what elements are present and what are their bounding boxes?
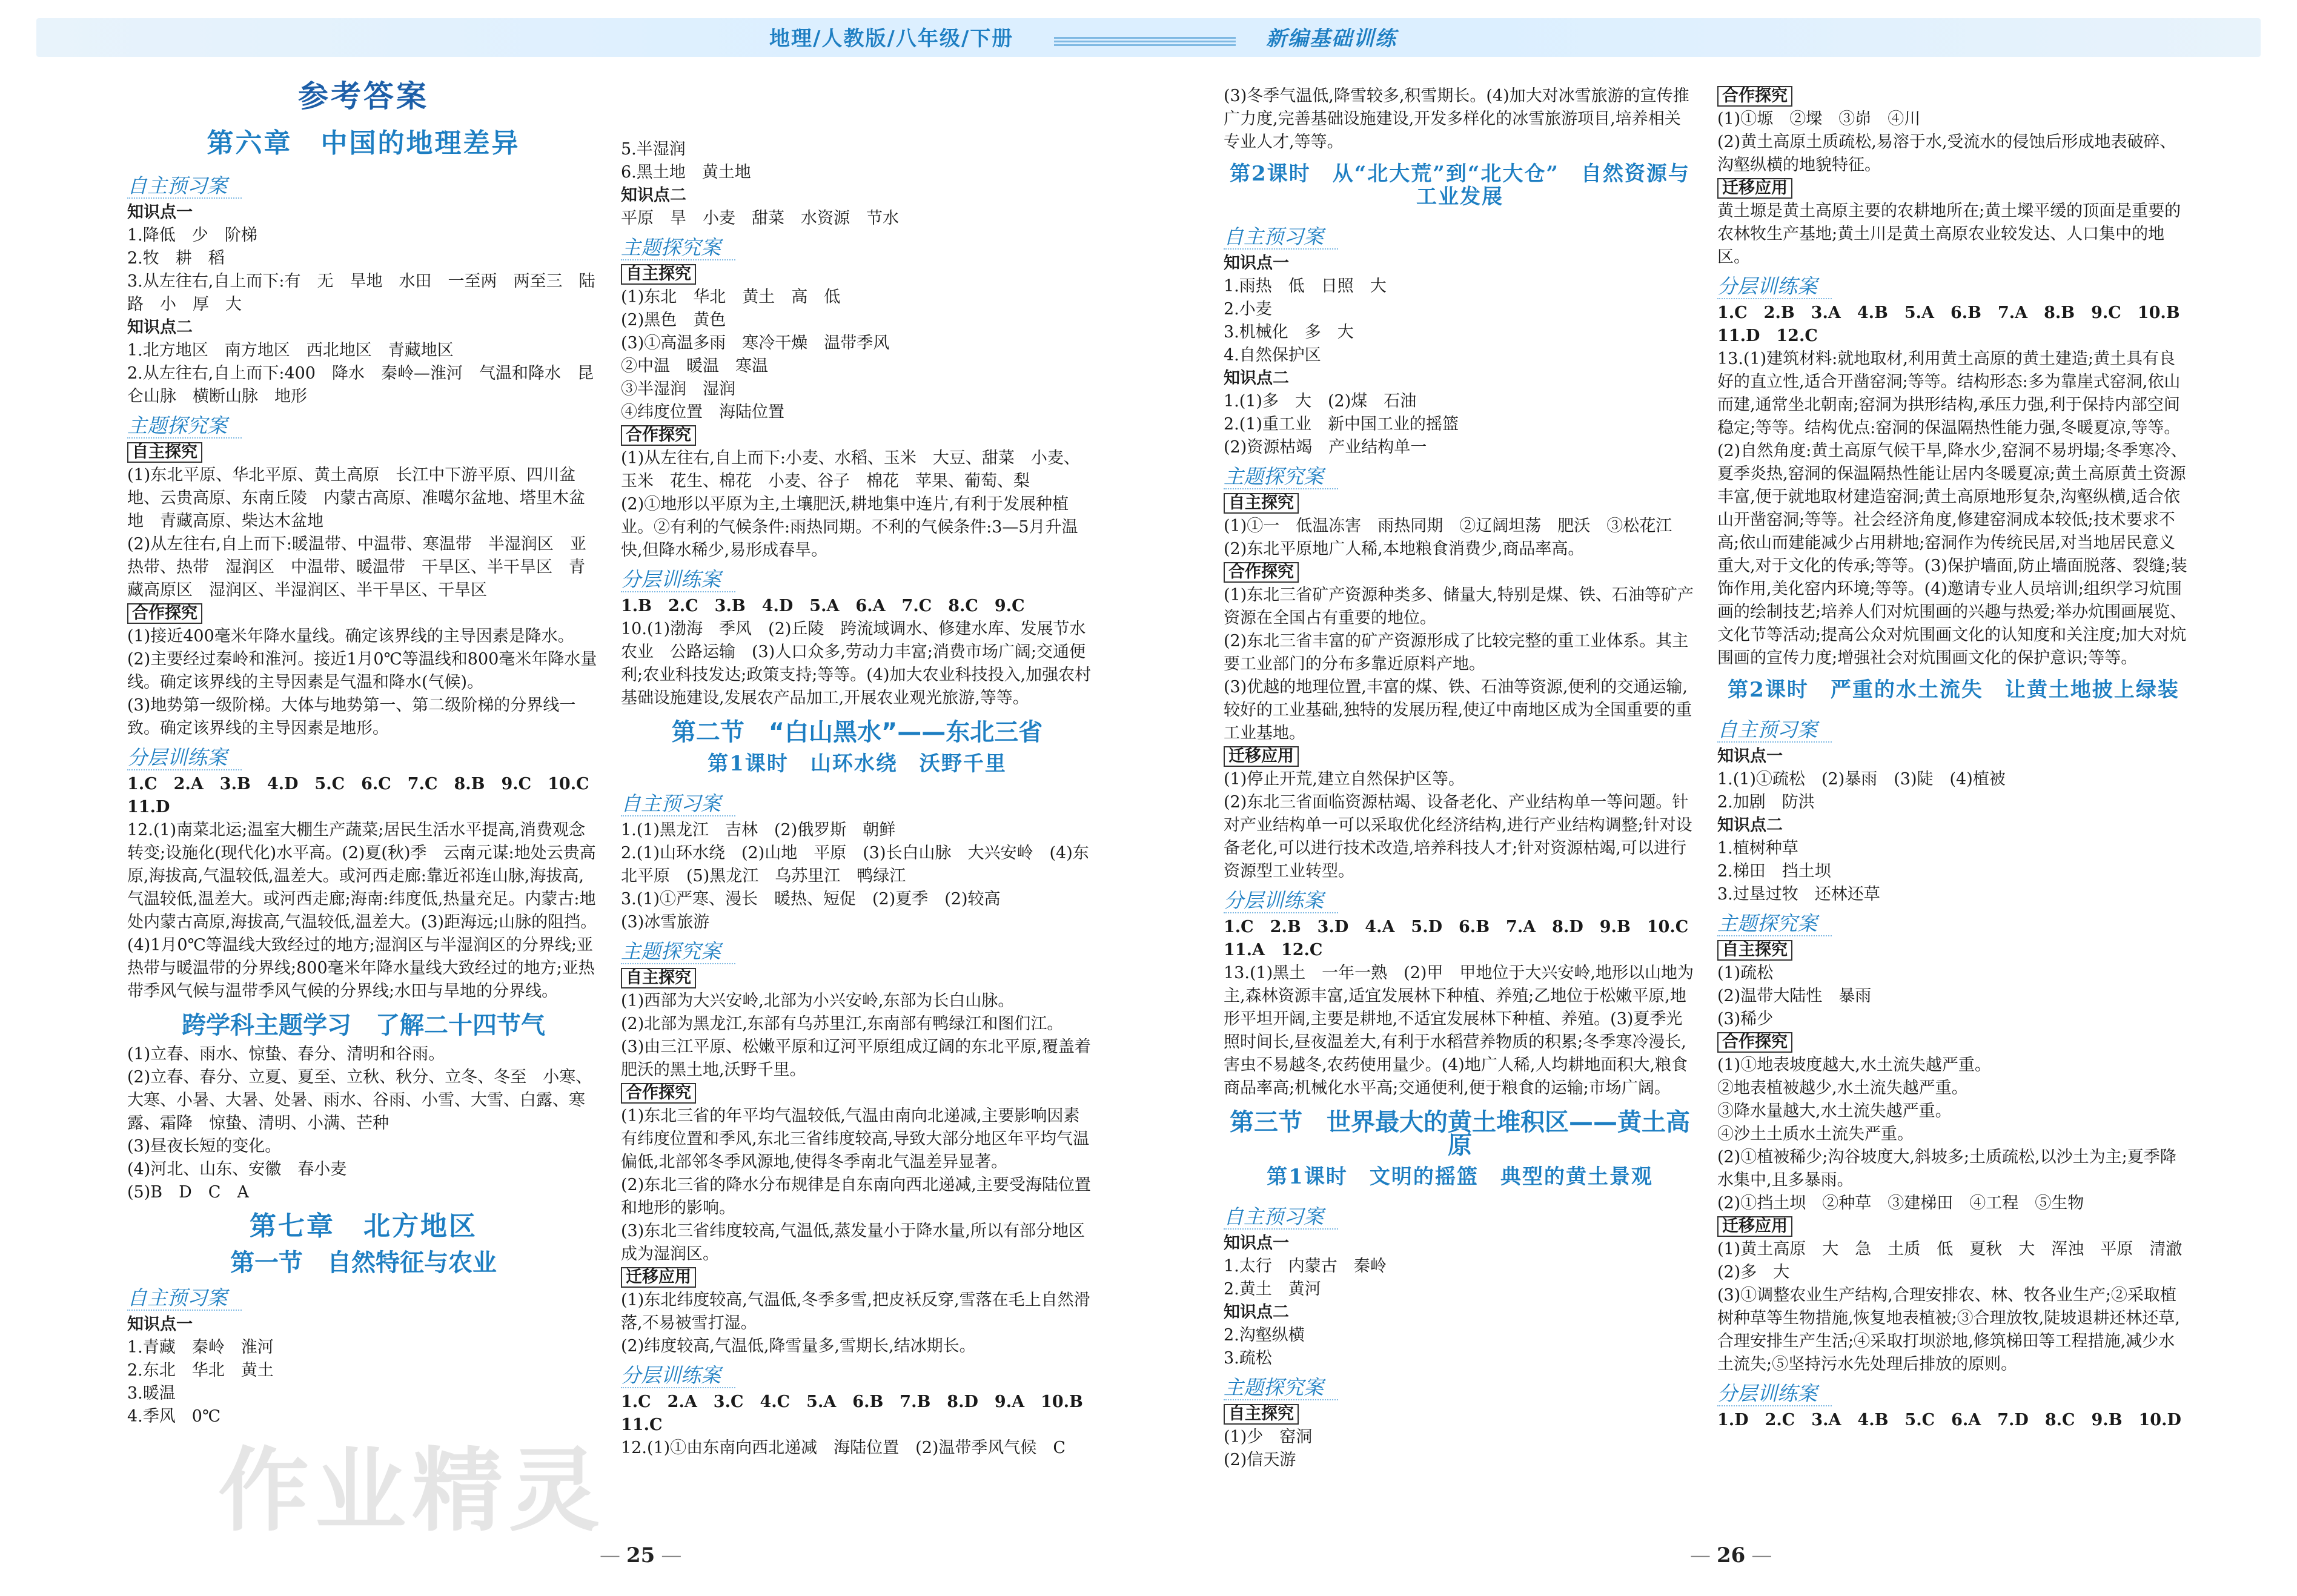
- column-1-content: [127, 128, 606, 1428]
- subsection-label-text: 主题探究案: [1224, 465, 1338, 489]
- answer-line: 3.过垦过牧 还林还草: [1717, 885, 1880, 904]
- answer-line: 2.从左往右,自上而下:400 降水 秦岭—淮河 气温和降水 昆仑山脉 横断山脉 地形: [127, 364, 594, 406]
- answer-line: (2)①挡土坝 ②种草 ③建梯田 ④工程 ⑤生物: [1717, 1194, 2084, 1213]
- subsection-label: [1224, 219, 1696, 252]
- answer-line: 2.梯田 挡土坝: [1717, 862, 1831, 881]
- answer-line: 2.小麦: [1224, 300, 1272, 319]
- knowledge-label: 1.C 2.B 3.A 4.B 5.A 6.B 7.A 8.B 9.C 10.B 11.D 12.C: [1717, 303, 2196, 345]
- boxed-label-text: 合作探究: [127, 603, 202, 624]
- answer-line: (1)东北三省的年平均气温较低,气温由南向北递减,主要影响因素有纬度位置和季风,东北三省纬度较高,导致大部分地区年平均气温偏低,北部邻冬季风源地,使得冬季南北气温差异显著。: [621, 1107, 1090, 1171]
- boxed-label: [621, 263, 1093, 286]
- answer-line: 10.(1)渤海 季风 (2)丘陵 跨流域调水、修建水库、发展节水农业 公路运输 (3)人口众多,劳动力丰富;消费市场广阔;交通便利;农业科技发达;政策支持;等等。(4)加大农业科技投入,加强农村基础设施建设,发展农产品加工,开展农业观光旅游,等等。: [621, 620, 1092, 707]
- answer-line: (2)北部为黑龙江,东部有乌苏里江,东南部有鸭绿江和图们江。: [621, 1015, 1064, 1033]
- knowledge-label: 1.C 2.A 3.C 4.C 5.A 6.B 7.B 8.D 9.A 10.B 11.C: [621, 1392, 1099, 1434]
- answer-line: (1)①塬 ②墚 ③峁 ④川: [1717, 110, 1921, 128]
- subsection-label-text: 主题探究案: [1717, 912, 1832, 936]
- answer-line: (1)①地表坡度越大,水土流失越严重。: [1717, 1056, 1991, 1074]
- answer-line: 1.(1)多 大 (2)煤 石油: [1224, 392, 1417, 411]
- answer-line: (1)东北纬度较高,气温低,冬季多雪,把皮袄反穿,雪落在毛上自然滑落,不易被雪打湿。: [621, 1291, 1090, 1333]
- subsection-label-text: 自主预习案: [127, 174, 242, 199]
- subsection-label-text: 自主预习案: [621, 792, 735, 816]
- boxed-label: [1717, 85, 2190, 108]
- boxed-label: [621, 424, 1093, 447]
- answer-line: (2)立春、春分、立夏、夏至、立秋、秋分、立冬、冬至 小寒、大寒、小暑、大暑、处暑、雨水、谷雨、小雪、大雪、白露、寒露、霜降 惊蛰、清明、小满、芒种: [127, 1068, 592, 1133]
- boxed-label: [1717, 177, 2190, 200]
- answer-line: (4)河北、山东、安徽 春小麦: [127, 1160, 347, 1179]
- answer-line: (3)地势第一级阶梯。大体与地势第一、第二级阶梯的分界线一致。确定该界线的主导因素是地形。: [127, 696, 576, 738]
- answer-line: (1)东北平原、华北平原、黄土高原 长江中下游平原、四川盆地、云贵高原、东南丘陵 内蒙古高原、准噶尔盆地、塔里木盆地 青藏高原、柴达木盆地: [127, 466, 585, 531]
- answer-line: (3)稀少: [1717, 1010, 1774, 1028]
- answer-line: 2.沟壑纵横: [1224, 1326, 1305, 1345]
- answer-line: (2)①地形以平原为主,土壤肥沃,耕地集中连片,有利于发展种植业。②有利的气候条件:雨热同期。不利的气候条件:3—5月升温快,但降水稀少,易形成春旱。: [621, 495, 1078, 560]
- header-right-title: 新编基础训练: [1266, 27, 1397, 51]
- answer-line: (3)①调整农业生产结构,合理安排农、林、牧各业生产;②采取植树种草等生物措施,恢复地表植被;③合理放牧,陡坡退耕还林还草,合理安排生产生活;④采取打坝淤地,修筑梯田等工程措施,减少水土流失;⑤坚持污水先处理后排放的原则。: [1717, 1286, 2180, 1374]
- knowledge-label: 知识点一: [127, 203, 193, 222]
- answer-line: 黄土塬是黄土高原主要的农耕地所在;黄土墚平缓的顶面是重要的农林牧生产基地;黄土川是黄土高原农业较发达、人口集中的地区。: [1717, 202, 2181, 267]
- lesson-heading: 第2课时 从“北大荒”到“北大仓” 自然资源与工业发展: [1230, 162, 1690, 209]
- knowledge-label: 知识点二: [1717, 816, 1783, 835]
- boxed-label: [621, 1082, 1093, 1105]
- answer-line: 2.黄土 黄河: [1224, 1280, 1321, 1299]
- section-heading: 第二节 “白山黑水”——东北三省: [671, 718, 1043, 746]
- subsection-label-text: 分层训练案: [127, 746, 242, 770]
- subsection-label: [1224, 1199, 1696, 1232]
- answer-line: 12.(1)①由东南向西北递减 海陆位置 (2)温带季风气候 C: [621, 1439, 1066, 1457]
- answer-line: (1)东北三省矿产资源种类多、储量大,特别是煤、铁、石油等矿产资源在全国占有重要的地位。: [1224, 586, 1694, 627]
- subsection-label: [1717, 906, 2190, 939]
- answer-line: 2.(1)重工业 新中国工业的摇篮: [1224, 415, 1459, 434]
- answer-line: ④沙土土质水土流失严重。: [1717, 1125, 1914, 1144]
- knowledge-label: 1.C 2.A 3.B 4.D 5.C 6.C 7.C 8.B 9.C 10.C 11.D: [127, 775, 606, 816]
- answer-line: (2)①植被稀少;沟谷坡度大,斜坡多;土质疏松,以沙土为主;夏季降水集中,且多暴雨。: [1717, 1148, 2176, 1190]
- answer-line: (3)由三江平原、松嫩平原和辽河平原组成辽阔的东北平原,覆盖着肥沃的黑土地,沃野千里。: [621, 1038, 1091, 1079]
- page-number-right: — 26 —: [1684, 1543, 1778, 1568]
- subsection-label-text: 主题探究案: [1224, 1376, 1338, 1400]
- boxed-label: [621, 1266, 1093, 1289]
- boxed-label: [1224, 745, 1696, 768]
- boxed-label-text: 迁移应用: [1717, 178, 1792, 199]
- chapter-heading: 第六章 中国的地理差异: [207, 128, 520, 159]
- answer-line: (1)东北 华北 黄土 高 低: [621, 288, 841, 306]
- subsection-label: [127, 168, 600, 201]
- subsection-label-text: 分层训练案: [1717, 1382, 1832, 1406]
- answer-line: 3.(1)①严寒、漫长 暖热、短促 (2)夏季 (2)较高: [621, 890, 1001, 909]
- answer-line: ④纬度位置 海陆位置: [621, 403, 784, 422]
- subsection-label-text: 主题探究案: [621, 940, 735, 964]
- answer-line: (1)从左往右,自上而下:小麦、水稻、玉米 大豆、甜菜 小麦、玉米 花生、棉花 小麦、谷子 棉花 苹果、葡萄、梨: [621, 449, 1080, 491]
- subsection-label-text: 自主预习案: [127, 1286, 242, 1311]
- boxed-label: [1224, 492, 1696, 515]
- answer-line: (2)主要经过秦岭和淮河。接近1月0℃等温线和800毫米年降水量线。确定该界线的主导因素是气温和降水(气候)。: [127, 650, 597, 692]
- answer-line: 1.太行 内蒙古 秦岭: [1224, 1257, 1387, 1276]
- answer-line: 12.(1)南菜北运;温室大棚生产蔬菜;居民生活水平提高,消费观念转变;设施化(现代化)水平高。(2)夏(秋)季 云南元谋:地处云贵高原,海拔高,气温较低,温差大。或河西走廊:靠近祁连山脉,海拔高,气温较低,温差大。或河西走廊;海南:纬度低,热量充足。内蒙古:地处内蒙古高原,海拔高,气温较低,温差大。(3)距海远;山脉的阻挡。(4)1月0℃等温线大致经过的地方;湿润区与半湿润区的分界线;亚热带与暖温带的分界线;800毫米年降水量线大致经过的地方;亚热带季风气候与温带季风气候的分界线;水田与旱地的分界线。: [127, 821, 597, 1001]
- answer-line: 1.北方地区 南方地区 西北地区 青藏地区: [127, 341, 454, 360]
- answer-line: (3)冰雪旅游: [621, 913, 710, 932]
- boxed-label: [621, 967, 1093, 990]
- subsection-label-text: 主题探究案: [127, 414, 242, 439]
- answer-line: (1)停止开荒,建立自然保护区等。: [1224, 770, 1465, 789]
- answer-line: 13.(1)建筑材料:就地取材,利用黄土高原的黄土建造;黄土具有良好的直立性,适合开凿窑洞;等等。结构形态:多为靠崖式窑洞,依山而建,通常坐北朝南;窑洞为拱形结构,承压力强,利于保持内部空间稳定;等等。结构优点:窑洞的保温隔热性能力强,冬暖夏凉,等等。(2)自然角度:黄土高原气候干旱,降水少,窑洞不易坍塌;冬季寒冷、夏季炎热,窑洞的保温隔热性能让居内冬暖夏凉;黄土高原黄土资源丰富,便于就地取材建造窑洞;黄土高原地形复杂,沟壑纵横,适合依山开凿窑洞;等等。社会经济角度,修建窑洞成本较低;技术要求不高;依山而建能减少占用耕地;窑洞作为传统民居,对当地居民意义重大,对于文化的传承;等等。(3)保护墙面,防止墙面脱落、裂缝;装饰作用,美化窑内环境;等等。(4)邀请专业人员培训;组织学习炕围画的绘制技艺;培养人们对炕围画的兴趣与热爱;举办炕围画展览、文化节等活动;提高公众对炕围画文化的认知度和关注度;加大对炕围画的宣传力度;增强社会对炕围画文化的保护意识;等等。: [1717, 349, 2187, 667]
- knowledge-label: 知识点一: [127, 1315, 193, 1334]
- answer-line: (2)东北三省面临资源枯竭、设备老化、产业结构单一等问题。针对产业结构单一可以采取优化经济结构,进行产业结构调整;针对设备老化,可以进行技术改造,培养科技人才;针对资源枯竭,可以进行资源型工业转型。: [1224, 793, 1692, 881]
- answer-line: (2)从左往右,自上而下:暖温带、中温带、寒温带 半湿润区 亚热带、热带 湿润区 中温带、暖温带 干旱区、半干旱区 青藏高原区 湿润区、半湿润区、半干旱区、干旱区: [127, 535, 586, 600]
- answer-line: 平原 旱 小麦 甜菜 水资源 节水: [621, 209, 899, 228]
- answer-line: (3)东北三省纬度较高,气温低,蒸发量小于降水量,所以有部分地区成为湿润区。: [621, 1222, 1085, 1263]
- knowledge-label: 1.B 2.C 3.B 4.D 5.A 6.A 7.C 8.C 9.C: [621, 597, 1025, 615]
- knowledge-label: 知识点二: [1224, 369, 1289, 388]
- answer-line: 4.自然保护区: [1224, 346, 1321, 365]
- answer-line: (2)东北三省的降水分布规律是自东南向西北递减,主要受海陆位置和地形的影响。: [621, 1176, 1091, 1217]
- answer-line: ③半湿润 湿润: [621, 380, 735, 399]
- boxed-label-text: 合作探究: [1224, 562, 1299, 583]
- knowledge-label: 知识点一: [1224, 1234, 1289, 1253]
- subsection-label: [127, 740, 600, 773]
- subsection-label: [621, 562, 1093, 595]
- boxed-label: [1224, 1403, 1696, 1426]
- column-3: [1224, 85, 1705, 1472]
- subsection-label-text: 自主预习案: [1224, 1205, 1338, 1230]
- subsection-label-text: 分层训练案: [1224, 889, 1338, 913]
- answer-line: (3)①高温多雨 寒冷干燥 温带季风: [621, 334, 890, 353]
- answer-line: 1.青藏 秦岭 淮河: [127, 1338, 274, 1357]
- answer-line: ③降水量越大,水土流失越严重。: [1717, 1102, 1952, 1121]
- section-heading: 第三节 世界最大的黄土堆积区——黄土高原: [1230, 1108, 1690, 1159]
- subsection-label: [127, 1280, 600, 1313]
- answer-line: ②地表植被越少,水土流失越严重。: [1717, 1079, 1968, 1098]
- knowledge-label: 1.C 2.B 3.D 4.A 5.D 6.B 7.A 8.D 9.B 10.C 11.A 12.C: [1224, 918, 1705, 959]
- watermark: 作业精灵: [218, 1439, 606, 1544]
- subsection-label-text: 分层训练案: [1717, 275, 1832, 299]
- lesson-heading: 第2课时 严重的水土流失 让黄土地披上绿装: [1728, 678, 2179, 702]
- section-heading: 跨学科主题学习 了解二十四节气: [182, 1012, 545, 1039]
- knowledge-label: 知识点二: [621, 186, 686, 205]
- answer-line: (1)少 窑洞: [1224, 1428, 1313, 1446]
- answer-line: (3)优越的地理位置,丰富的煤、铁、石油等资源,便利的交通运输,较好的工业基础,独特的发展历程,使辽中南地区成为全国重要的重工业基地。: [1224, 678, 1692, 743]
- subsection-label: [1717, 712, 2190, 745]
- boxed-label-text: 迁移应用: [1224, 746, 1299, 767]
- answer-line: (3)冬季气温低,降雪较多,积雪期长。(4)加大对冰雪旅游的宣传推广力度,完善基础设施建设,开发多样化的冰雪旅游项目,培养相关专业人才,等等。: [1224, 87, 1689, 151]
- answer-line: 5.半湿润: [621, 140, 686, 159]
- subsection-label: [621, 1358, 1093, 1391]
- boxed-label-text: 迁移应用: [1717, 1216, 1792, 1237]
- subsection-label: [1224, 883, 1696, 916]
- subsection-label-text: 自主预习案: [1717, 718, 1832, 743]
- subsection-label-text: 分层训练案: [621, 568, 735, 592]
- answer-line: (1)西部为大兴安岭,北部为小兴安岭,东部为长白山脉。: [621, 992, 1015, 1010]
- subsection-label: [621, 786, 1093, 819]
- answer-line: 1.(1)黑龙江 吉林 (2)俄罗斯 朝鲜: [621, 821, 896, 839]
- subsection-label: [1224, 459, 1696, 492]
- boxed-label: [1224, 561, 1696, 584]
- boxed-label-text: 合作探究: [621, 425, 696, 446]
- boxed-label-text: 自主探究: [621, 264, 696, 285]
- subsection-label: [621, 230, 1093, 263]
- answer-line: 3.机械化 多 大: [1224, 323, 1354, 342]
- page-title: 参考答案: [298, 79, 429, 114]
- lesson-heading: 第1课时 文明的摇篮 典型的黄土景观: [1267, 1165, 1653, 1189]
- boxed-label-text: 自主探究: [621, 968, 696, 988]
- subsection-label-text: 主题探究案: [621, 236, 735, 260]
- answer-line: (3)昼夜长短的变化。: [127, 1137, 282, 1156]
- boxed-label: [127, 602, 600, 625]
- knowledge-label: 知识点二: [1224, 1303, 1289, 1322]
- answer-line: 2.牧 耕 稻: [127, 249, 225, 268]
- answer-line: (2)黄土高原土质疏松,易溶于水,受流水的侵蚀后形成地表破碎、沟壑纵横的地貌特征。: [1717, 133, 2176, 174]
- answer-line: (2)资源枯竭 产业结构单一: [1224, 438, 1427, 457]
- subsection-label: [127, 408, 600, 441]
- boxed-label-text: 合作探究: [1717, 1032, 1792, 1053]
- answer-line: 4.季风 0℃: [127, 1407, 221, 1426]
- answer-line: 1.降低 少 阶梯: [127, 226, 257, 245]
- answer-line: 3.疏松: [1224, 1349, 1272, 1368]
- answer-line: 3.从左往右,自上而下:有 无 旱地 水田 一至两 两至三 陆路 小 厚 大: [127, 272, 595, 314]
- subsection-label: [1717, 269, 2190, 302]
- answer-line: (2)温带大陆性 暴雨: [1717, 987, 1872, 1005]
- header-left-title: 地理/人教版/八年级/下册: [769, 27, 1014, 51]
- boxed-label-text: 合作探究: [621, 1083, 696, 1104]
- boxed-label: [127, 441, 600, 464]
- knowledge-label: 知识点一: [1224, 254, 1289, 273]
- answer-line: (2)东北平原地广人稀,本地粮食消费少,商品率高。: [1224, 540, 1585, 558]
- lesson-heading: 第1课时 山环水绕 沃野千里: [708, 752, 1007, 776]
- answer-line: (2)信天游: [1224, 1451, 1296, 1469]
- section-heading: 第一节 自然特征与农业: [230, 1249, 497, 1277]
- boxed-label: [1717, 1215, 2190, 1238]
- answer-line: (5)B D C A: [127, 1183, 249, 1202]
- answer-line: 2.(1)山环水绕 (2)山地 平原 (3)长白山脉 大兴安岭 (4)东北平原 (5)黑龙江 乌苏里江 鸭绿江: [621, 844, 1089, 886]
- answer-line: (2)多 大: [1717, 1263, 1790, 1282]
- page-number-left: — 25 —: [594, 1543, 688, 1568]
- header-stripe: [1054, 35, 1236, 46]
- header-bar: [0, 13, 2297, 62]
- subsection-label: [621, 934, 1093, 967]
- answer-line: (2)东北三省丰富的矿产资源形成了比较完整的重工业体系。其主要工业部门的分布多靠近原料产地。: [1224, 632, 1689, 674]
- knowledge-label: 1.D 2.C 3.A 4.B 5.C 6.A 7.D 8.C 9.B 10.D: [1717, 1411, 2181, 1429]
- answer-line: (1)黄土高原 大 急 土质 低 夏秋 大 浑浊 平原 清澈: [1717, 1240, 2183, 1259]
- boxed-label-text: 自主探究: [127, 442, 202, 463]
- subsection-label-text: 自主预习案: [1224, 225, 1338, 250]
- answer-line: (1)①一 低温冻害 雨热同期 ②辽阔坦荡 肥沃 ③松花江: [1224, 517, 1672, 535]
- answer-line: 1.植树种草: [1717, 839, 1798, 858]
- chapter-heading: 第七章 北方地区: [250, 1211, 477, 1242]
- subsection-label: [1717, 1376, 2190, 1409]
- boxed-label-text: 自主探究: [1224, 1404, 1299, 1425]
- column-4: [1717, 85, 2196, 1432]
- answer-line: 3.暖温: [127, 1384, 176, 1403]
- subsection-label-text: 分层训练案: [621, 1364, 735, 1388]
- answer-line: 1.雨热 低 日照 大: [1224, 277, 1387, 296]
- answer-line: 1.(1)①疏松 (2)暴雨 (3)陡 (4)植被: [1717, 770, 2006, 789]
- column-1: [127, 79, 606, 1428]
- boxed-label: [1717, 939, 2190, 962]
- answer-line: ②中温 暖温 寒温: [621, 357, 768, 376]
- boxed-label-text: 自主探究: [1224, 493, 1299, 514]
- boxed-label: [1717, 1031, 2190, 1054]
- column-2: [621, 138, 1099, 1460]
- knowledge-label: 知识点二: [127, 318, 193, 337]
- subsection-label: [1224, 1370, 1696, 1403]
- boxed-label-text: 自主探究: [1717, 940, 1792, 961]
- answer-line: 13.(1)黑土 一年一熟 (2)甲 甲地位于大兴安岭,地形以山地为主,森林资源丰富,适宜发展林下种植、养殖;乙地位于松嫩平原,地形平坦开阔,主要是耕地,不适宜发展林下种植、养殖。(3)夏季光照时间长,昼夜温差大,有利于水稻营养物质的积累;冬季寒冷漫长,害虫不易越冬,农药使用量少。(4)地广人稀,人均耕地面积大,粮食商品率高;机械化水平高;交通便利,便于粮食的运输;市场广阔。: [1224, 964, 1694, 1098]
- answer-line: 2.东北 华北 黄土: [127, 1361, 274, 1380]
- answer-line: 2.加剧 防洪: [1717, 793, 1815, 812]
- boxed-label-text: 合作探究: [1717, 86, 1792, 107]
- answer-line: (1)立春、雨水、惊蛰、春分、清明和谷雨。: [127, 1045, 445, 1064]
- boxed-label-text: 迁移应用: [621, 1267, 696, 1288]
- answer-line: (1)疏松: [1717, 964, 1774, 982]
- answer-line: (1)接近400毫米年降水量线。确定该界线的主导因素是降水。: [127, 627, 574, 646]
- knowledge-label: 知识点一: [1717, 747, 1783, 766]
- answer-line: (2)黑色 黄色: [621, 311, 726, 329]
- answer-line: 6.黑土地 黄土地: [621, 163, 751, 182]
- answer-line: (2)纬度较高,气温低,降雪量多,雪期长,结冰期长。: [621, 1337, 976, 1356]
